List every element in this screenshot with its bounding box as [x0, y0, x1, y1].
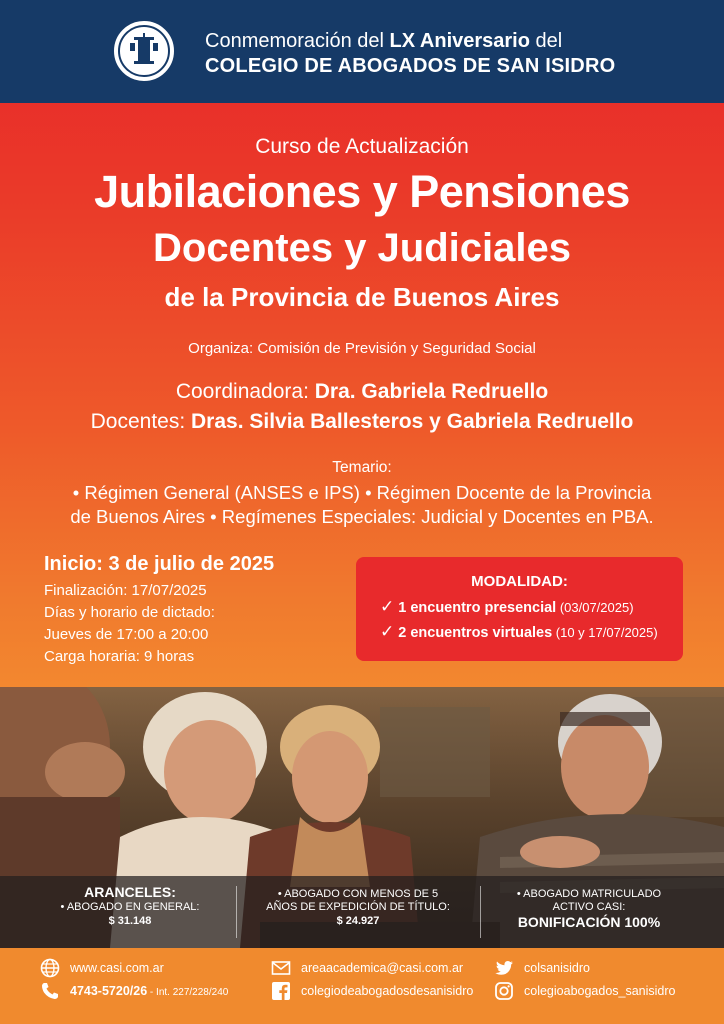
phone-number[interactable]: 4743-5720/26 - Int. 227/228/240: [40, 981, 228, 1001]
globe-icon: [40, 958, 60, 978]
coordinator-text: Coordinadora: Dra. Gabriela Redruello: [175, 380, 549, 403]
course-type: Curso de Actualización: [255, 135, 469, 158]
fee-divider: [480, 886, 481, 938]
twitter-icon: [494, 958, 514, 978]
fee-general-price: $ 31.148: [108, 915, 152, 927]
check-icon: ✓: [380, 622, 395, 641]
end-date: Finalización: 17/07/2025: [44, 582, 207, 599]
instagram-link[interactable]: colegioabogados_sanisidro: [494, 981, 676, 1001]
course-title-line1: Jubilaciones y Pensiones: [94, 166, 630, 217]
course-hours: Carga horaria: 9 horas: [44, 648, 195, 665]
fee-general: [30, 876, 230, 948]
fee-member-label-2: ACTIVO CASI:: [552, 901, 626, 913]
fee-young-label-1: • ABOGADO CON MENOS DE 5: [277, 888, 439, 900]
fee-general-label: • ABOGADO EN GENERAL:: [60, 901, 200, 913]
modality-box: [356, 557, 683, 661]
fee-young-lawyer: [243, 876, 473, 948]
email-link[interactable]: areaacademica@casi.com.ar: [271, 958, 463, 978]
twitter-link[interactable]: colsanisidro: [494, 958, 590, 978]
course-title-line2: Docentes y Judiciales: [153, 226, 571, 270]
fee-member: [484, 876, 694, 948]
header-band: [0, 0, 724, 103]
topics-line1: • Régimen General (ANSES e IPS) • Régimen Docente de la Provincia: [72, 482, 652, 503]
instagram-icon: [494, 981, 514, 1001]
facebook-icon: [271, 981, 291, 1001]
header-anniversary-text: Conmemoración del LX Aniversario del: [205, 30, 563, 52]
fee-member-price: BONIFICACIÓN 100%: [517, 914, 661, 930]
fee-young-label-2: AÑOS DE EXPEDICIÓN DE TÍTULO:: [266, 901, 450, 913]
start-date: Inicio: 3 de julio de 2025: [44, 553, 275, 575]
teachers-text: Docentes: Dras. Silvia Ballesteros y Gabriela Redruello: [90, 410, 634, 433]
topics-line2: de Buenos Aires • Regímenes Especiales: Judicial y Docentes en PBA.: [70, 506, 654, 527]
course-title-line3: de la Provincia de Buenos Aires: [164, 282, 560, 312]
modality-title: MODALIDAD:: [471, 573, 568, 590]
fee-member-label-1: • ABOGADO MATRICULADO: [516, 888, 662, 900]
modality-item-virtual: ✓ 2 encuentros virtuales (10 y 17/07/2025): [380, 622, 658, 641]
contact-footer: [0, 948, 724, 1024]
topics-label: Temario:: [332, 459, 392, 476]
mail-icon: [271, 958, 291, 978]
phone-icon: [40, 981, 60, 1001]
fees-band: [0, 876, 724, 948]
organizer-text: Organiza: Comisión de Previsión y Seguridad Social: [188, 340, 536, 357]
fees-heading: ARANCELES:: [84, 884, 176, 900]
header-institution-name: COLEGIO DE ABOGADOS DE SAN ISIDRO: [205, 55, 616, 77]
fee-young-price: $ 24.927: [336, 915, 380, 927]
website-link[interactable]: www.casi.com.ar: [40, 958, 164, 978]
facebook-link[interactable]: colegiodeabogadosdesanisidro: [271, 981, 473, 1001]
schedule: Jueves de 17:00 a 20:00: [44, 626, 209, 643]
schedule-label: Días y horario de dictado:: [44, 604, 215, 621]
colegio-seal-logo: [111, 18, 177, 84]
check-icon: ✓: [380, 597, 395, 616]
modality-item-in-person: ✓ 1 encuentro presencial (03/07/2025): [380, 597, 634, 616]
fee-divider: [236, 886, 237, 938]
